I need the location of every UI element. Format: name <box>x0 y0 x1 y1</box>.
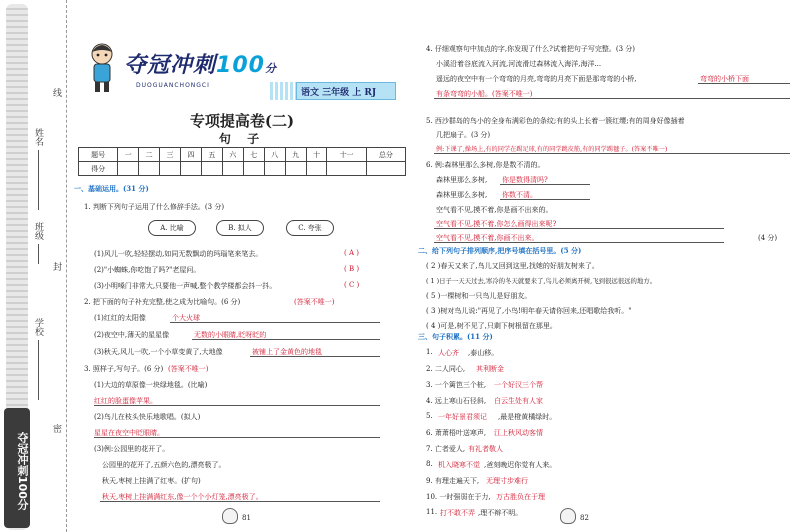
page-title: 专项提高卷(二) <box>189 112 295 130</box>
q3-3: (3)例:公园里的花开了。 <box>94 445 170 453</box>
q2-3-answer: 被铺上了金黄色的地毯 <box>252 348 322 356</box>
score-cell: 六 <box>222 148 243 162</box>
score-blank <box>160 162 181 176</box>
recite-3-answer: 一个好汉三个帮 <box>494 381 543 389</box>
score-blank <box>285 162 306 176</box>
order-item-2: ( 1 )日子一天天过去,寒冷的冬天就要来了,鸟儿必须离开树,飞到很远很远的地方。 <box>426 277 657 285</box>
score-cell: 十一 <box>327 148 366 162</box>
q6-answer-3: 空气看不见,摸不着,你怎么画得出来呢? <box>436 220 557 228</box>
score-blank <box>181 162 202 176</box>
page-subtitle: 句 子 <box>218 132 266 146</box>
q6-answer-2: 你数不清。 <box>502 191 537 199</box>
recite-1-rest: ,泰山移。 <box>468 349 499 357</box>
banner-title <box>124 48 277 79</box>
banner-pinyin: DUOGUANCHONGCI <box>136 82 210 89</box>
score-cell: 八 <box>264 148 285 162</box>
recite-11-rest: ,理不辩不明。 <box>478 509 523 517</box>
mascot-icon <box>222 508 238 524</box>
q2-2-answer: 无数的小眼睛,眨呀眨的 <box>194 331 267 339</box>
score-table <box>78 147 406 176</box>
q2-1: (1)红红的太阳像 <box>94 314 146 322</box>
score-blank <box>139 162 160 176</box>
recite-11-answer: 打不敢不弄 <box>440 509 475 517</box>
q2-3: (3)秋天,风儿一吹,一个小草变黄了,大地像 <box>94 348 223 356</box>
q6-line-2: 森林里那么多树, <box>436 191 488 199</box>
q2-text: 2. 把下面的句子补充完整,使之成为比喻句。(6 分) <box>84 298 241 306</box>
score-cell: 四 <box>181 148 202 162</box>
answer-line <box>170 322 380 323</box>
answer-line <box>192 339 380 340</box>
score-blank <box>327 162 366 176</box>
recite-9: 9. 有理走遍天下, <box>426 477 480 485</box>
q4-answer-b: 有条弯弯的小船。(答案不唯一) <box>436 90 533 98</box>
recite-7: 7. 亡者爱人, <box>426 445 466 453</box>
page-number-right: 82 <box>580 514 589 522</box>
page-number-left: 81 <box>242 514 251 522</box>
q6-text: 6. 例:森林里那么多树,你是数不清的。 <box>426 161 545 169</box>
right-page <box>418 0 800 532</box>
recite-4: 4. 远上寒山石径斜, <box>426 397 487 405</box>
class-line <box>38 244 39 264</box>
banner <box>84 38 402 104</box>
mark-mi: 密 <box>51 424 61 433</box>
score-cell: 七 <box>243 148 264 162</box>
binding-strip <box>0 0 70 532</box>
q3-3-example: 公园里的花开了,五颜六色的,漂亮极了。 <box>102 461 226 469</box>
score-cell: 题号 <box>79 148 118 162</box>
score-blank <box>243 162 264 176</box>
mascot-icon <box>560 508 576 524</box>
option-a: A. 比喻 <box>148 220 196 236</box>
recite-1-answer: 人心齐 <box>438 349 459 357</box>
q3-1: (1)大边的草原像一块绿地毯。(比喻) <box>94 381 208 389</box>
q3-2-answer: 星星在夜空中眨眼睛。 <box>94 429 164 437</box>
section-1-title: 一、基础运用。(31 分) <box>74 184 149 193</box>
recite-2: 2. 二人同心, <box>426 365 466 373</box>
q4-answer-a: 弯弯的小桥下面 <box>700 75 749 83</box>
cut-line <box>66 0 67 532</box>
q4-line-2: 遥远的夜空中有一个弯弯的月亮,弯弯的月亮下面是那弯弯的小桥, <box>436 75 637 83</box>
recite-11-num: 11. <box>426 508 438 516</box>
answer-line <box>698 83 790 84</box>
q5-text: 5. 西沙群岛的鸟小的全身布满彩色的条纹;有的头上长着一簇红缨;有的周身好像插着 <box>426 117 685 125</box>
answer-line <box>434 228 724 229</box>
recite-8-num: 8. <box>426 460 433 468</box>
q3-1-answer: 红红的脸蛋像苹果。 <box>94 397 157 405</box>
score-cell: 一 <box>118 148 139 162</box>
label-school: 学校 <box>33 318 43 336</box>
mark-xian: 线 <box>51 88 61 97</box>
score-cell: 五 <box>201 148 222 162</box>
q2-note: (答案不唯一) <box>294 298 335 306</box>
q6-answer-1: 你是数得清吗? <box>502 176 548 184</box>
q2-2: (2)夜空中,薄天的星星像 <box>94 331 170 339</box>
recite-8-rest: ,爸刻晚迟你觉有人来。 <box>484 461 557 469</box>
recite-7-answer: 有礼者敬人 <box>468 445 503 453</box>
score-blank <box>264 162 285 176</box>
recite-4-answer: 白云生处有人家 <box>494 397 543 405</box>
name-line <box>38 150 39 210</box>
q5-answer: 例:下课了,操场上,有的同学在踢足球,有的同学跳皮筋,有的同学踢毽子。(答案不唯一) <box>436 146 668 153</box>
q6-points: (4 分) <box>758 234 778 242</box>
school-line <box>38 340 39 400</box>
score-blank <box>201 162 222 176</box>
q1-1: (1)风儿一吹,轻轻摆动,如同无数飘动的玛瑙笔来笔去。 <box>94 250 263 258</box>
title-main: 夺冠冲刺 <box>124 53 217 78</box>
q3-2: (2)鸟儿在枝头快乐地歌唱。(拟人) <box>94 413 201 421</box>
brand-logo: 夺冠冲刺100分 <box>4 408 30 528</box>
score-cell: 总分 <box>366 148 405 162</box>
order-item-3: ( 5 )一棵树和一只鸟儿是好朋友。 <box>426 292 532 300</box>
recite-5-answer: 一年好景君须记 <box>438 413 487 421</box>
q6-answer-4: 空气看不见,摸不着,你画不出来。 <box>436 234 539 242</box>
mark-feng: 封 <box>51 262 61 271</box>
q4-line-1: 小溪沿着谷底流入河流,河流滑过森林流入海洋,海洋... <box>436 60 602 68</box>
q4-text: 4. 仔细观察句中加点的字,你发现了什么?试着把句子写完整。(3 分) <box>426 45 636 53</box>
recite-5-rest: ,最是橙黄橘绿时。 <box>498 413 557 421</box>
q6-line-1: 森林里那么多树, <box>436 176 488 184</box>
grade-label: 语文 三年级 上 RJ <box>296 82 396 100</box>
section-2-title: 二、给下列句子排列顺序,把序号填在括号里。(5 分) <box>418 246 582 255</box>
answer-line <box>434 98 790 99</box>
score-blank <box>118 162 139 176</box>
q1-text: 1. 判断下列句子运用了什么修辞手法。(3 分) <box>84 203 225 211</box>
q3-text: 3. 照样子,写句子。(6 分) <box>84 365 164 373</box>
option-c: C. 夸张 <box>286 220 334 236</box>
recite-2-answer: 其利断金 <box>476 365 504 373</box>
score-cell: 得分 <box>79 162 118 176</box>
title-num: 100 <box>216 53 265 78</box>
section-3-title: 三、句子积累。(11 分) <box>418 332 493 341</box>
q3-note: (答案不唯一) <box>168 365 209 373</box>
order-item-5: ( 4 )可是,树不见了,只剩下树根留在那里。 <box>426 322 557 330</box>
answer-line <box>434 242 724 243</box>
score-cell: 十 <box>306 148 327 162</box>
recite-5-num: 5. <box>426 412 433 420</box>
q2-1-answer: 个大火球 <box>172 314 200 322</box>
recite-9-answer: 无理寸步难行 <box>486 477 528 485</box>
banner-bars <box>270 82 296 100</box>
q1-3: (3)小明嗓门非常大,只要他一声喊,整个教学楼都会抖一抖。 <box>94 282 277 290</box>
score-header-row <box>79 148 406 162</box>
answer-line <box>434 153 790 154</box>
q1-1-answer: ( A ) <box>344 249 359 257</box>
order-item-4: ( 3 )树对鸟儿说:"再见了,小鸟!明年春天请你回来,还唱歌给我听。" <box>426 307 632 315</box>
score-blank <box>222 162 243 176</box>
left-page <box>72 0 412 532</box>
answer-line <box>94 437 380 438</box>
option-b: B. 拟人 <box>216 220 264 236</box>
recite-8-answer: 机入晓寒不觉 <box>438 461 480 469</box>
q1-2: (2)"小蜘蛛,你吃饱了吗?"老屋问。 <box>94 266 201 274</box>
q3-3-answer: 秋天,枣树上挂满满红东,像一个个小灯笼,漂亮极了。 <box>102 493 263 501</box>
order-item-1: ( 2 )春天又来了,鸟儿又回到这里,找她的好朋友树来了。 <box>426 262 599 270</box>
answer-line <box>500 199 590 200</box>
recite-6: 6. 萧萧梧叶送寒声, <box>426 429 487 437</box>
recite-3: 3. 一个篱笆三个桩, <box>426 381 487 389</box>
answer-line <box>500 184 590 185</box>
score-blank <box>366 162 405 176</box>
q5-text-b: 几把扇子。(3 分) <box>436 131 491 139</box>
score-blank <box>306 162 327 176</box>
boy-mascot-icon <box>88 42 116 94</box>
recite-10-answer: 万古胜负在于理 <box>496 493 545 501</box>
q6-line-3: 空气看不见,摸不着,你是画不出来的。 <box>436 206 553 214</box>
answer-line <box>100 501 380 502</box>
recite-6-answer: 江上秋风动客情 <box>494 429 543 437</box>
score-value-row <box>79 162 406 176</box>
q3-3-prompt: 秋天,枣树上挂满了红枣。(扩句) <box>102 477 201 485</box>
score-cell: 三 <box>160 148 181 162</box>
recite-10: 10. 一时强弱在于力, <box>426 493 491 501</box>
label-name: 姓名 <box>33 128 43 146</box>
title-unit: 分 <box>264 62 277 75</box>
answer-line <box>94 405 380 406</box>
answer-line <box>250 356 380 357</box>
q1-2-answer: ( B ) <box>344 265 360 273</box>
score-cell: 九 <box>285 148 306 162</box>
q1-3-answer: ( C ) <box>344 281 360 289</box>
score-cell: 二 <box>139 148 160 162</box>
label-class: 班级 <box>33 222 43 240</box>
recite-1-num: 1. <box>426 348 433 356</box>
